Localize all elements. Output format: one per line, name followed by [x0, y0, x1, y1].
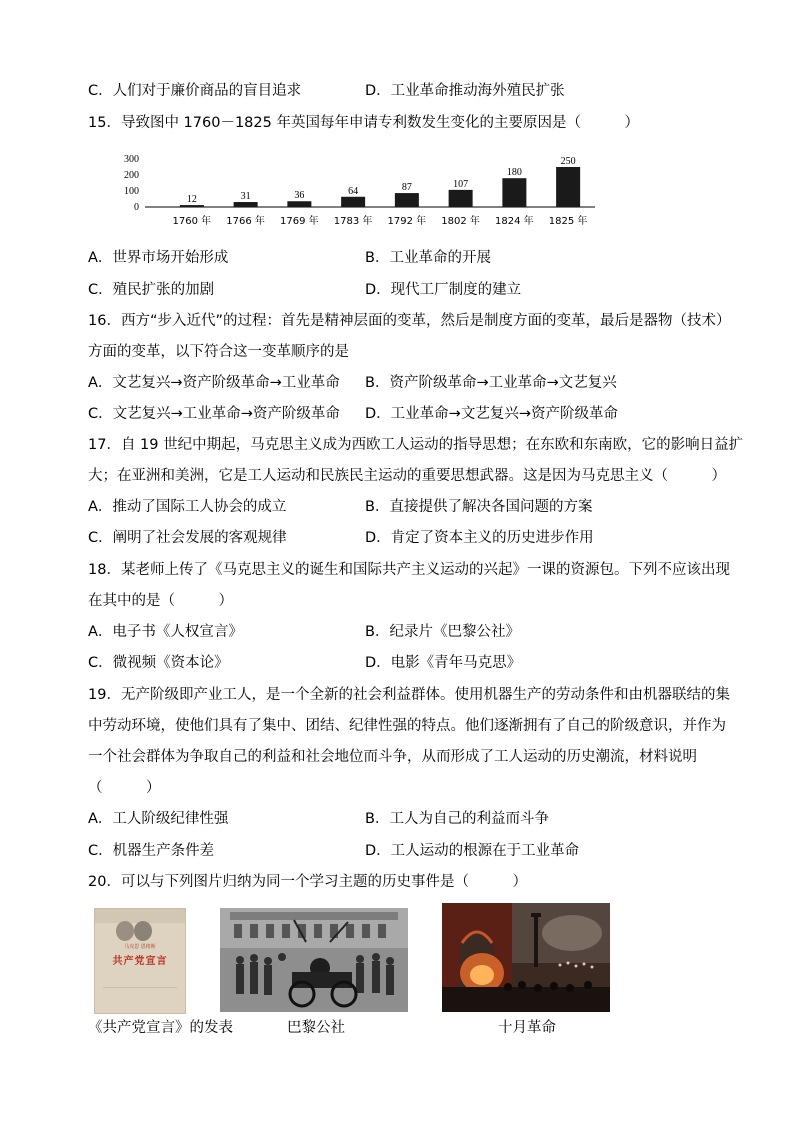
- portrait-marx-icon: [116, 921, 134, 941]
- bar: [395, 193, 419, 207]
- bar: [449, 190, 473, 207]
- x-axis-labels: [173, 214, 588, 227]
- y-tick-label: 300: [124, 154, 139, 165]
- x-tick-label: 1824 年: [495, 216, 534, 227]
- q18-stem-line-1: 18．某老师上传了《马克思主义的诞生和国际共产主义运动的兴起》一课的资源包。下列不应该出现: [88, 562, 730, 578]
- bar-value-label: 107: [453, 178, 469, 190]
- book-title: 共产党宣言: [112, 956, 168, 967]
- q19-stem-line-3: 一个社会群体为争取自己的利益和社会地位而斗争，从而形成了工人运动的历史潮流，材料说明: [88, 749, 697, 765]
- bar-value-label: 31: [240, 191, 251, 203]
- bar-value-label: 64: [348, 185, 359, 197]
- x-tick-label: 1783 年: [333, 216, 373, 227]
- bar: [502, 178, 526, 207]
- bar: [287, 201, 311, 207]
- q15-option-c[interactable]: C．殖民扩张的加剧: [88, 282, 215, 298]
- q15-bar-chart: [115, 145, 605, 237]
- q19-stem-line-2: 中劳动环境，使他们具有了集中、团结、纪律性强的特点。他们逐渐拥有了自己的阶级意识，并作为: [88, 718, 726, 734]
- q19-option-a[interactable]: A．工人阶级纪律性强: [88, 811, 229, 827]
- q17-stem-line-1: 17．自 19 世纪中期起，马克思主义成为西欧工人运动的指导思想；在东欧和东南欧，它的影响日益扩: [88, 437, 744, 453]
- q15-option-d[interactable]: D．现代工厂制度的建立: [365, 282, 522, 298]
- q18-option-d[interactable]: D．电影《青年马克思》: [365, 655, 522, 671]
- q17-stem-line-2: 大；在亚洲和美洲，它是工人运动和民族民主运动的重要思想武器。这是因为马克思主义（ ）: [88, 468, 726, 484]
- q16-option-b[interactable]: B．资产阶级革命→工业革命→文艺复兴: [365, 375, 617, 391]
- q19-option-b[interactable]: B．工人为自己的利益而斗争: [365, 811, 549, 827]
- caption-communist-manifesto: 《共产党宣言》的发表: [88, 1020, 233, 1036]
- q15-option-b[interactable]: B．工业革命的开展: [365, 250, 491, 266]
- y-axis: [124, 154, 139, 213]
- q17-option-b[interactable]: B．直接提供了解决各国问题的方案: [365, 499, 593, 515]
- q18-option-c[interactable]: C．微视频《资本论》: [88, 655, 229, 671]
- q14-option-c[interactable]: C．人们对于廉价商品的盲目追求: [88, 83, 302, 99]
- bar: [556, 167, 580, 207]
- caption-paris-commune: 巴黎公社: [287, 1020, 345, 1036]
- q17-option-d[interactable]: D．肯定了资本主义的历史进步作用: [365, 530, 594, 546]
- book-author: 马克思 恩格斯: [124, 944, 156, 950]
- bar-value-label: 36: [294, 190, 305, 202]
- y-tick-label: 0: [134, 202, 139, 213]
- paris-commune-engraving: [220, 908, 408, 1012]
- october-revolution-image: [442, 903, 610, 1012]
- portrait-engels-icon: [134, 921, 152, 941]
- bar: [180, 205, 204, 207]
- q16-option-d[interactable]: D．工业革命→文艺复兴→资产阶级革命: [365, 406, 618, 422]
- caption-october-revolution: 十月革命: [498, 1020, 556, 1036]
- x-tick-label: 1792 年: [387, 216, 427, 227]
- q19-option-c[interactable]: C．机器生产条件差: [88, 843, 215, 859]
- q18-option-b[interactable]: B．纪录片《巴黎公社》: [365, 624, 520, 640]
- q15-option-a[interactable]: A．世界市场开始形成: [88, 250, 229, 266]
- x-tick-label: 1760 年: [172, 216, 212, 227]
- y-tick-label: 100: [124, 186, 139, 197]
- bar-value-label: 180: [506, 167, 522, 179]
- q16-stem-line-2: 方面的变革，以下符合这一变革顺序的是: [88, 344, 349, 360]
- bar: [234, 202, 258, 207]
- q17-option-a[interactable]: A．推动了国际工人协会的成立: [88, 499, 287, 515]
- paris-commune-image: [220, 908, 408, 1012]
- bar-series: [180, 156, 580, 207]
- x-tick-label: 1802 年: [441, 216, 480, 227]
- q16-option-c[interactable]: C．文艺复兴→工业革命→资产阶级革命: [88, 406, 340, 422]
- q16-option-a[interactable]: A．文艺复兴→资产阶级革命→工业革命: [88, 375, 340, 391]
- q15-stem: 15．导致图中 1760－1825 年英国每年申请专利数发生变化的主要原因是（ ）: [88, 115, 639, 131]
- q19-stem-line-4: （ ）: [88, 780, 161, 796]
- bar-value-label: 12: [186, 194, 197, 206]
- x-tick-label: 1769 年: [280, 216, 319, 227]
- communist-manifesto-cover-image: [94, 908, 186, 1014]
- q19-option-d[interactable]: D．工人运动的根源在于工业革命: [365, 843, 580, 859]
- q18-stem-line-2: 在其中的是（ ）: [88, 593, 233, 609]
- q17-option-c[interactable]: C．阐明了社会发展的客观规律: [88, 530, 287, 546]
- q14-option-d[interactable]: D．工业革命推动海外殖民扩张: [365, 83, 565, 99]
- y-tick-label: 200: [124, 170, 139, 181]
- bar: [341, 197, 365, 207]
- q20-stem: 20．可以与下列图片归纳为同一个学习主题的历史事件是（ ）: [88, 874, 527, 890]
- x-tick-label: 1766 年: [226, 216, 265, 227]
- q19-stem-line-1: 19．无产阶级即产业工人，是一个全新的社会利益群体。使用机器生产的劳动条件和由机器联结的集: [88, 687, 730, 703]
- q16-stem-line-1: 16．西方“步入近代”的过程：首先是精神层面的变革，然后是制度方面的变革，最后是器物（技术）: [88, 313, 731, 329]
- x-tick-label: 1825 年: [548, 216, 588, 227]
- october-revolution-painting: [442, 903, 610, 1012]
- bar-value-label: 250: [560, 156, 576, 167]
- q18-option-a[interactable]: A．电子书《人权宣言》: [88, 624, 243, 640]
- bar-value-label: 87: [401, 182, 412, 194]
